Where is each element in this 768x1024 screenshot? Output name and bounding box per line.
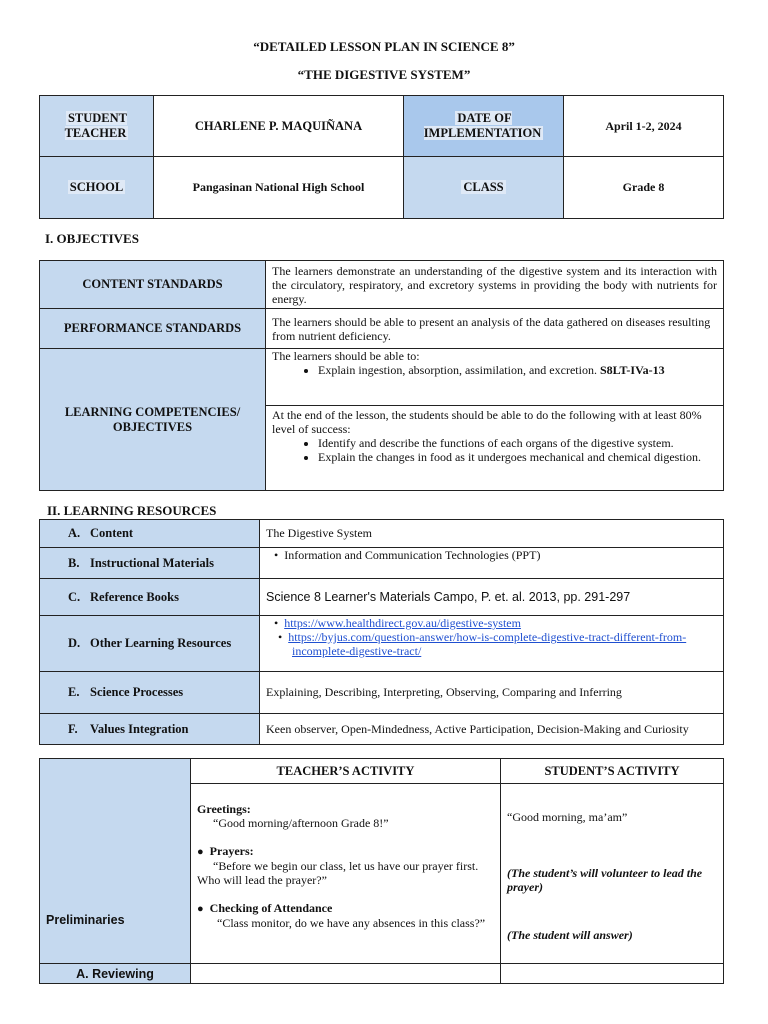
resources-table [39,519,724,745]
byjus-link[interactable]: https://byjus.com/question-answer/how-is-complete-digestive-tract-different-from-incomplete-digestive-tract/ [288,630,687,658]
resource-value-content: The Digestive System [260,520,724,548]
competency-code: S8LT-IVa-13 [599,363,665,377]
resource-value-other [260,616,724,672]
reviewing-teacher-cell [191,964,501,984]
reviewing-student-cell [501,964,724,984]
competencies-list [272,363,717,377]
objective-item: • Identify and describe the functions of each organs of the digestive system. [318,436,717,450]
resource-value-materials: • Information and Communication Technologies (PPT) [260,548,724,579]
teacher-activity-cell [191,784,501,964]
content-standards-text: The learners demonstrate an understanding of the digestive system and its interaction with the circulatory, respiratory, and excretory systems in providing the body with nutrients for energy. [266,261,724,309]
resource-label-processes: E. Science Processes [40,672,260,714]
greetings-label: Greetings: [197,802,251,816]
student-attendance: (The student will answer) [507,928,633,942]
school-value: Pangasinan National High School [154,157,404,219]
attendance-text: “Class monitor, do we have any absences in this class?” [217,916,486,930]
resource-label-content: A. Content [40,520,260,548]
objectives-table [39,260,724,491]
resource-value-processes: Explaining, Describing, Interpreting, Observing, Comparing and Inferring [260,672,724,714]
preliminaries-label: Preliminaries [46,913,125,927]
activities-table [39,758,724,984]
reviewing-label: A. Reviewing [40,964,191,984]
resource-label-values: F. Values Integration [40,714,260,745]
competencies-cell [266,349,724,406]
preliminaries-cell [40,759,191,964]
date-value: April 1-2, 2024 [564,96,724,157]
performance-standards-text: The learners should be able to present an analysis of the data gathered on diseases resulting from nutrient deficiency. [266,309,724,349]
objectives-intro: At the end of the lesson, the students should be able to do the following with at least 80% level of success: [272,408,702,436]
student-activity-header: STUDENT’S ACTIVITY [501,759,724,784]
objectives-cell [266,406,724,491]
content-standards-label: CONTENT STANDARDS [40,261,266,309]
student-prayer: (The student’s will volunteer to lead the prayer) [507,866,703,894]
lesson-plan-title: “DETAILED LESSON PLAN IN SCIENCE 8” [253,39,515,54]
student-activity-cell [501,784,724,964]
class-label: CLASS [404,157,564,219]
teacher-activity-header: TEACHER’S ACTIVITY [191,759,501,784]
class-value: Grade 8 [564,157,724,219]
objective-item: • Explain the changes in food as it undergoes mechanical and chemical digestion. [318,450,717,464]
competency-item: • Explain ingestion, absorption, assimilation, and excretion. S8LT-IVa-13 [318,363,717,377]
school-label: SCHOOL [40,157,154,219]
objectives-list [272,436,717,464]
student-greeting: “Good morning, ma’am” [507,810,628,824]
prayers-text: “Before we begin our class, let us have our prayer first. Who will lead the prayer?” [197,859,479,887]
resource-label-reference: C. Reference Books [40,579,260,616]
student-teacher-value: CHARLENE P. MAQUIÑANA [154,96,404,157]
greetings-text: “Good morning/afternoon Grade 8!” [213,816,389,830]
resource-label-materials: B. Instructional Materials [40,548,260,579]
header-table [39,95,724,219]
resource-value-values: Keen observer, Open-Mindedness, Active Participation, Decision-Making and Curiosity [260,714,724,745]
objectives-heading: I. OBJECTIVES [45,231,139,246]
resource-value-reference: Science 8 Learner's Materials Campo, P. et. al. 2013, pp. 291-297 [260,579,724,616]
date-label: DATE OF IMPLEMENTATION [404,96,564,157]
learning-resources-heading: II. LEARNING RESOURCES [47,503,217,518]
lesson-topic-title: “THE DIGESTIVE SYSTEM” [297,67,471,82]
learning-competencies-label: LEARNING COMPETENCIES/ OBJECTIVES [40,349,266,491]
competencies-intro: The learners should be able to: [272,349,420,363]
resource-label-other: D. Other Learning Resources [40,616,260,672]
performance-standards-label: PERFORMANCE STANDARDS [40,309,266,349]
prayers-label: ● Prayers: [197,844,494,859]
student-teacher-label: STUDENT TEACHER [40,96,154,157]
healthdirect-link[interactable]: https://www.healthdirect.gov.au/digestive-system [284,616,521,630]
attendance-label: ● Checking of Attendance [197,901,494,916]
